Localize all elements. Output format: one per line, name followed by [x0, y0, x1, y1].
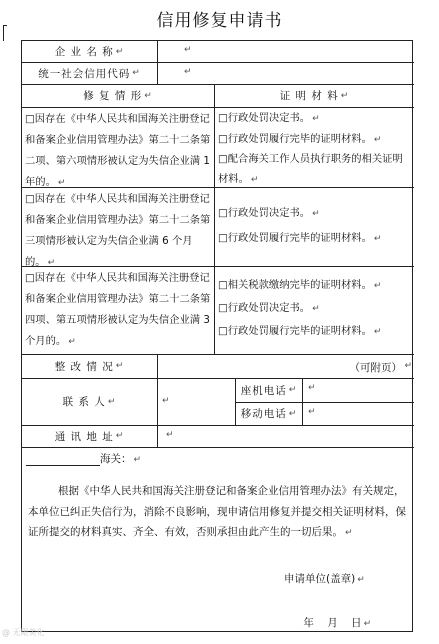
material-checkbox[interactable]: □行政处罚履行完毕的证明材料。 ↵	[218, 325, 382, 337]
company-name-label: 企 业 名 称 ↵	[54, 46, 125, 58]
credit-code-label: 统一社会信用代码 ↵	[38, 67, 141, 80]
rectification-field[interactable]: （可附页） ↵	[349, 361, 412, 374]
situation-option-1[interactable]: □因存在《中华人民共和国海关注册登记和备案企业信用管理办法》第二十二条第二项、第六项情形被认定为失信企业满 1 年的。 ↵	[25, 113, 211, 188]
situation-option-3[interactable]: □因存在《中华人民共和国海关注册登记和备案企业信用管理办法》第二十二条第四项、第五项情形被认定为失信企业满 3 个月的。 ↵	[25, 272, 211, 347]
attachment-note: （可附页）	[349, 362, 402, 374]
document-title: 信用修复申请书	[156, 11, 283, 31]
situation-option-2[interactable]: □因存在《中华人民共和国海关注册登记和备案企业信用管理办法》第二十二条第三项情形被认定为失信企业满 6 个月的。 ↵	[25, 193, 211, 268]
margin-corner-mark	[3, 25, 12, 41]
material-checkbox[interactable]: □相关税款缴纳完毕的证明材料。 ↵	[218, 279, 382, 291]
rectification-label: 整 改 情 况 ↵	[54, 360, 125, 373]
materials-header: 证 明 材 料 ↵	[279, 90, 350, 102]
materials-list-2	[215, 187, 414, 266]
credit-code-field[interactable]: ↵	[184, 67, 192, 77]
application-form	[21, 40, 413, 632]
addressee-line: 海关： ↵	[26, 451, 406, 469]
company-name-field[interactable]: ↵	[184, 45, 192, 55]
material-checkbox[interactable]: □配合海关工作人员执行职务的相关证明材料。 ↵	[218, 153, 403, 185]
material-checkbox[interactable]: □行政处罚决定书。 ↵	[218, 112, 320, 124]
situation-header: 修 复 情 形 ↵	[83, 90, 153, 102]
materials-list-3	[215, 266, 414, 354]
landline-field[interactable]: ↵	[308, 383, 316, 393]
rule	[22, 447, 414, 448]
declaration-text: 根据《中华人民共和国海关注册登记和备案企业信用管理办法》有关规定，本单位已纠正失信行为，消除不良影响，现申请信用修复并提交相关证明材料，保证所提交的材料真实、齐全、有效，否则承担由此产生的一切后果。 ↵	[28, 485, 406, 538]
address-field[interactable]: ↵	[166, 430, 174, 440]
contact-person-label: 联 系 人 ↵	[62, 396, 117, 408]
mobile-label: 移动电话 ↵	[240, 408, 298, 420]
applicant-seal-label: 申请单位(盖章) ↵	[284, 573, 365, 585]
signature-date: 年 月 日 ↵	[303, 617, 372, 629]
materials-list-1	[215, 107, 414, 187]
customs-name-blank[interactable]	[26, 453, 100, 466]
material-checkbox[interactable]: □行政处罚决定书。 ↵	[218, 302, 320, 314]
material-checkbox[interactable]: □行政处罚决定书。 ↵	[218, 207, 320, 219]
watermark-logo: @ 无限美化	[2, 628, 45, 637]
mobile-field[interactable]: ↵	[308, 407, 316, 417]
material-checkbox[interactable]: □行政处罚履行完毕的证明材料。 ↵	[218, 232, 382, 244]
address-label: 通 讯 地 址 ↵	[54, 430, 125, 443]
material-checkbox[interactable]: □行政处罚履行完毕的证明材料。 ↵	[218, 132, 382, 145]
landline-label: 座机电话 ↵	[240, 384, 298, 397]
contact-person-field[interactable]: ↵	[162, 396, 170, 406]
